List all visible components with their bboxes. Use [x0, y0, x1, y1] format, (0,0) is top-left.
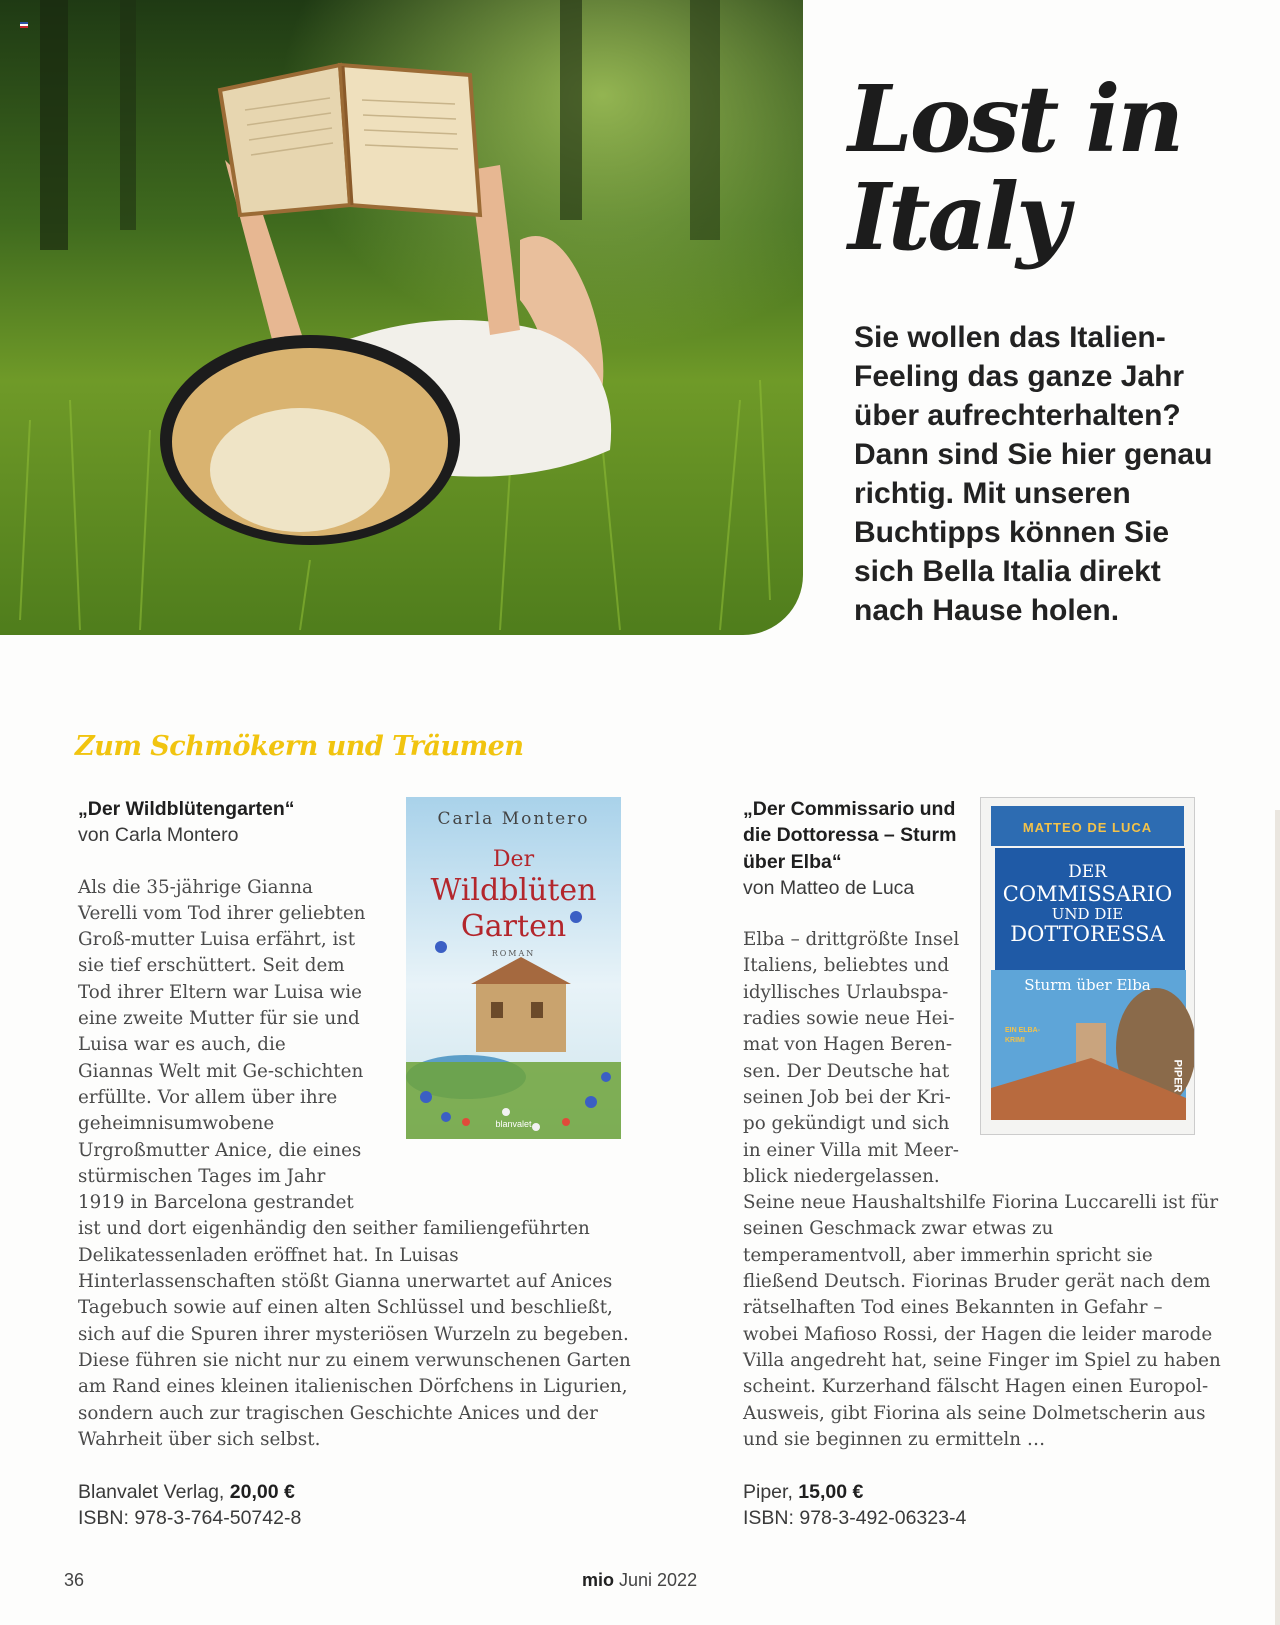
section-title: Zum Schmökern und Träumen [75, 731, 524, 762]
book-author: von Matteo de Luca [743, 876, 915, 899]
book-description-text: Elba – drittgrößte Insel Italiens, beliebtes und idyllisches Urlaubspa-radies sowie neue Hei-mat von Hagen Beren-sen. Der Deutsche hat seinen Job bei der Kri-po gekündigt und sich in einer Villa mit Meer-blick niedergelassen. Seine neue Haushaltshilfe Fiorina Luccarelli ist für seinen Geschmack zwar etwas zu temperamentvoll, aber immerhin spricht sie fließend Deutsch. Fiorinas Bruder gerät nach dem rätselhaften Tod eines Bekannten in Gefahr – wobei Mafioso Rossi, der Hagen die leider marode Villa angedreht hat, seine Finger im Spiel zu haben scheint. Kurzerhand fälscht Hagen einen Europol-Ausweis, gibt Fiorina als seine Dolmetscherin aus und sie beginnen zu ermitteln … [743, 929, 1221, 1450]
headline-line-2: Italy [848, 163, 1067, 271]
book-author: von Carla Montero [78, 824, 239, 847]
cover-title-line-1: DER [1068, 862, 1107, 882]
cover-title-line-3: Garten [460, 909, 567, 944]
book-publisher-line [743, 1479, 1223, 1505]
page-number: 36 [64, 1570, 85, 1590]
book-publisher: Blanvalet Verlag, [78, 1481, 230, 1504]
intro-text: Sie wollen das Italien-Feeling das ganze Jahr über aufrechterhalten? Dann sind Sie hier genau richtig. Mit unseren Buchtipps können Sie sich Bella Italia direkt nach Hause holen. [854, 321, 1213, 627]
cover-title-line-4: DOTTORESSA [1010, 922, 1165, 946]
book-price: 20,00 € [229, 1481, 295, 1504]
cover-title-line-2: COMMISSARIO [1002, 882, 1173, 906]
cover-genre: ROMAN [491, 949, 536, 958]
book-cover-2 [980, 797, 1195, 1135]
book-price: 15,00 € [798, 1481, 864, 1504]
cover-title-line-3: UND DIE [1051, 905, 1124, 923]
cover-publisher: PIPER [1171, 1059, 1184, 1093]
cover-badge: EIN ELBA-KRIMI [1005, 1027, 1040, 1044]
cover-title-line-2: Wildblüten [430, 873, 597, 908]
book-title-text: „Der Commissario und die Dottoressa – Sturm über Elba“ [743, 798, 957, 873]
book-publisher: Piper, [743, 1481, 799, 1504]
page-headline [848, 65, 1248, 271]
hero-photo [0, 0, 803, 635]
cover-author: Carla Montero [437, 809, 590, 829]
book-publisher-line [78, 1479, 638, 1505]
issue-date: Juni 2022 [614, 1570, 698, 1590]
book-cover-1 [406, 797, 621, 1139]
magazine-issue [582, 1570, 697, 1591]
book-description-text: Als die 35-jährige Gianna Verelli vom Tod ihrer geliebten Groß-mutter Luisa erfährt, ist sie tief erschüttert. Seit dem Tod ihrer Eltern war Luisa wie eine zweite Mutter für sie und Luisa war es auch, die Giannas Welt mit Ge-schichten erfüllte. Vor allem über ihre geheimnisumwobene Urgroßmutter Anice, die eines stürmischen Tages im Jahr 1919 in Barcelona gestrandet ist und dort eigenhändig den seither familiengeführten Delikatessenladen eröffnet hat. In Luisas Hinterlassenschaften stößt Gianna unerwartet auf Anices Tagebuch sowie auf einen alten Schlüssel und beschließt, sich auf die Spuren ihrer mysteriösen Wurzeln zu begeben. Diese führen sie nicht nur zu einem verwunschenen Garten am Rand eines kleinen italienischen Dörfchens in Ligurien, sondern auch zur tragischen Geschichte Anices und der Wahrheit über sich selbst. [78, 876, 631, 1450]
cover-author: MATTEO DE LUCA [1022, 820, 1153, 835]
book-isbn: ISBN: 978-3-764-50742-8 [78, 1507, 302, 1530]
book-isbn: ISBN: 978-3-492-06323-4 [743, 1507, 967, 1530]
headline-line-1: Lost in [848, 65, 1182, 173]
magazine-name: mio [582, 1570, 615, 1590]
cover-title-line-1: Der [492, 847, 535, 872]
book-title: „Der Wildblütengarten“ [78, 798, 295, 820]
page-edge [1275, 810, 1280, 1625]
cover-subtitle: Sturm über Elba [1024, 976, 1151, 994]
cover-publisher: blanvalet [495, 1119, 532, 1129]
flag-icon [20, 22, 28, 28]
